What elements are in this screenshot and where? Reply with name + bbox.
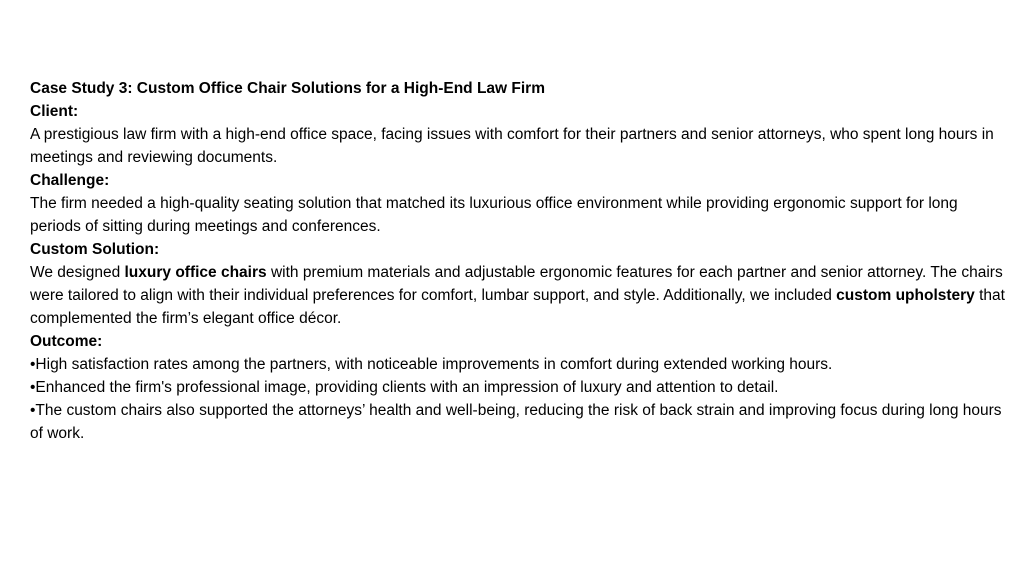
outcome-bullet: •The custom chairs also supported the attorneys’ health and well-being, reducing the risk of back strain and improving focus during long hours of work. — [30, 402, 1002, 442]
solution-text-part1: We designed — [30, 264, 125, 281]
client-text: A prestigious law firm with a high-end office space, facing issues with comfort for their partners and senior attorneys, who spent long hours in meetings and reviewing documents. — [30, 126, 994, 166]
solution-text-part3: that complemented the firm’s elegant office décor. — [30, 287, 1005, 327]
case-study-title: Case Study 3: Custom Office Chair Solutions for a High-End Law Firm — [30, 80, 545, 97]
solution-bold-luxury-chairs: luxury office chairs — [124, 264, 267, 281]
solution-text-part2: with premium materials and adjustable ergonomic features for each partner and senior attorney. The chairs were tailored to align with their individual preferences for comfort, lumbar support, and style. Additionally, we included — [30, 264, 1003, 304]
challenge-text: The firm needed a high-quality seating solution that matched its luxurious office environment while providing ergonomic support for long periods of sitting during meetings and conferences. — [30, 195, 958, 235]
outcome-bullet: •Enhanced the firm's professional image, providing clients with an impression of luxury and attention to detail. — [30, 379, 779, 396]
solution-text — [30, 261, 1005, 330]
solution-bold-custom-upholstery: custom upholstery — [836, 287, 975, 304]
client-heading: Client: — [30, 103, 79, 120]
outcome-heading: Outcome: — [30, 333, 103, 350]
case-study-content — [30, 77, 1005, 445]
solution-heading: Custom Solution: — [30, 241, 160, 258]
challenge-heading: Challenge: — [30, 172, 110, 189]
outcome-bullet: •High satisfaction rates among the partners, with noticeable improvements in comfort during extended working hours. — [30, 356, 833, 373]
